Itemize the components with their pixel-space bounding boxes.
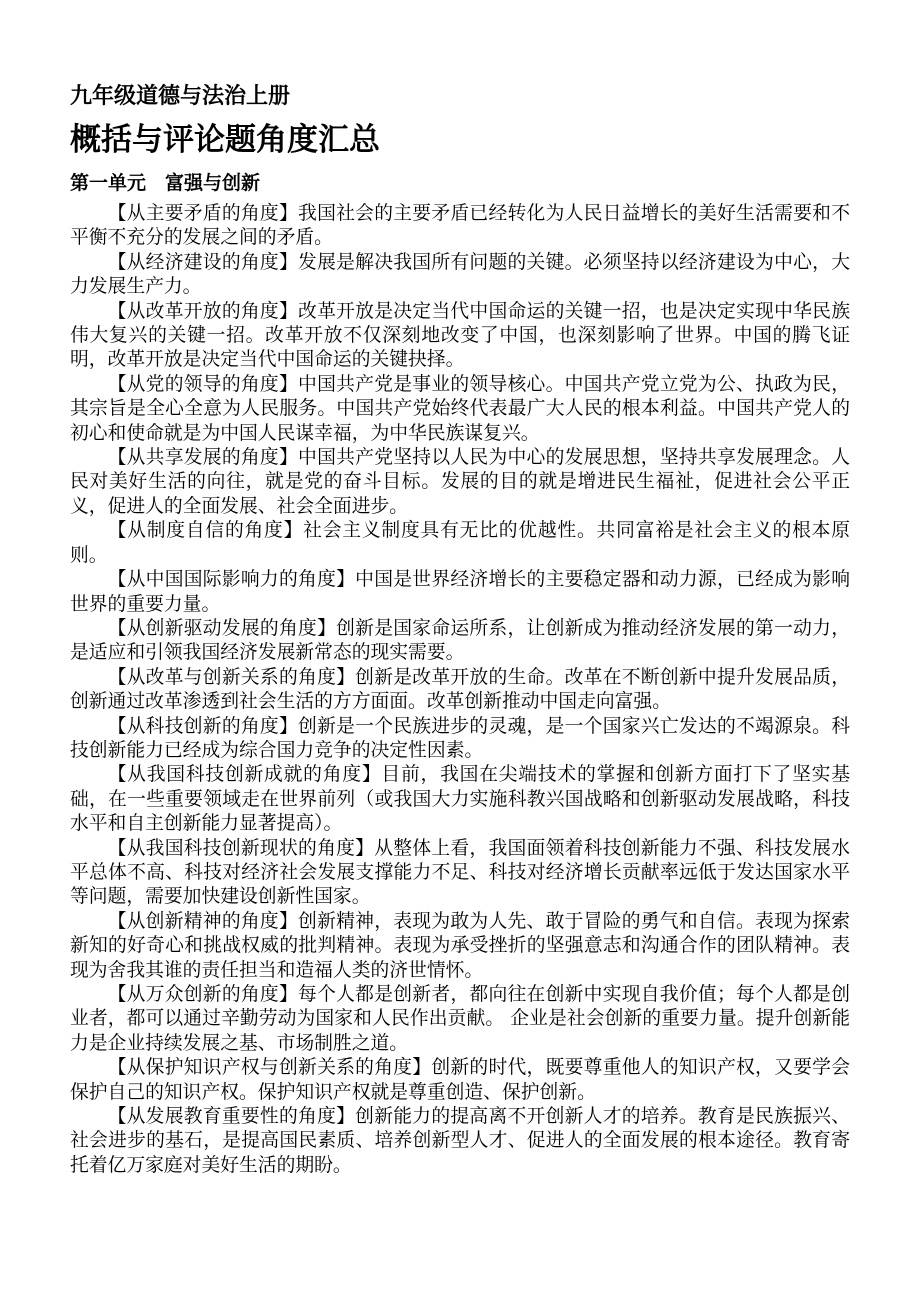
angle-paragraph [70, 666, 850, 715]
angle-label: 【从主要矛盾的角度】 [107, 203, 299, 224]
angle-label: 【从创新精神的角度】 [107, 910, 299, 932]
angle-paragraph [70, 202, 850, 251]
angle-label: 【从创新驱动发展的角度】 [107, 617, 337, 639]
angle-label: 【从万众创新的角度】 [107, 984, 299, 1005]
angle-text: 发展是解决我国所有问题的关键。必须坚持以经济建设为中心，大力发展生产力。 [70, 251, 851, 298]
paragraph-list [70, 202, 850, 1178]
angle-label: 【从经济建设的角度】 [107, 251, 299, 273]
document-page [70, 82, 850, 1178]
angle-label: 【从科技创新的角度】 [107, 715, 299, 737]
angle-label: 【从改革与创新关系的角度】 [107, 666, 356, 688]
angle-paragraph [70, 251, 850, 300]
angle-paragraph [70, 715, 850, 764]
angle-text: 创新精神，表现为敢为人先、敢于冒险的勇气和自信。表现为探索新知的好奇心和挑战权威的批判精神。表现为承受挫折的坚强意志和沟通合作的团队精神。表现为舍我其谁的责任担当和造福人类的济世情怀。 [70, 910, 851, 981]
angle-text: 创新是改革开放的生命。改革在不断创新中提升发展品质，创新通过改革渗透到社会生活的方方面面。改革创新推动中国走向富强。 [70, 666, 851, 713]
angle-label: 【从制度自信的角度】 [107, 520, 304, 542]
angle-text: 中国共产党是事业的领导核心。中国共产党立党为公、执政为民，其宗旨是全心全意为人民服务。中国共产党始终代表最广大人民的根本利益。中国共产党人的初心和使命就是为中国人民谋幸福，为中华民族谋复兴。 [70, 373, 851, 444]
angle-label: 【从共享发展的角度】 [107, 447, 299, 469]
angle-text: 中国是世界经济增长的主要稳定器和动力源，已经成为影响世界的重要力量。 [70, 569, 851, 615]
angle-label: 【从中国国际影响力的角度】 [107, 569, 356, 591]
angle-paragraph [70, 763, 850, 836]
angle-text: 创新能力的提高离不开创新人才的培养。教育是民族振兴、社会进步的基石，是提高国民素质、培养创新型人才、促进人的全面发展的根本途径。教育寄托着亿万家庭对美好生活的期盼。 [70, 1106, 851, 1176]
angle-text: 社会主义制度具有无比的优越性。共同富裕是社会主义的根本原则。 [70, 520, 851, 566]
angle-label: 【从我国科技创新现状的角度】 [107, 837, 375, 859]
angle-text: 创新是国家命运所系，让创新成为推动经济发展的第一动力，是适应和引领我国经济发展新常态的现实需要。 [70, 617, 851, 664]
angle-paragraph [70, 519, 850, 568]
main-title: 概括与评论题角度汇总 [70, 122, 380, 158]
angle-paragraph [70, 983, 850, 1056]
angle-paragraph [70, 300, 850, 373]
angle-text: 我国社会的主要矛盾已经转化为人民日益增长的美好生活需要和不平衡不充分的发展之间的矛盾。 [70, 203, 851, 249]
angle-text: 从整体上看，我国面领着科技创新能力不强、科技发展水平总体不高、科技对经济社会发展支撑能力不足、科技对经济增长贡献率远低于发达国家水平等问题，需要加快建设创新性国家。 [70, 837, 851, 908]
unit-heading: 第一单元 富强与创新 [70, 172, 261, 194]
angle-label: 【从我国科技创新成就的角度】 [107, 764, 382, 786]
angle-paragraph [70, 617, 850, 666]
angle-text: 创新是一个民族进步的灵魂，是一个国家兴亡发达的不竭源泉。科技创新能力已经成为综合国力竞争的决定性因素。 [70, 715, 851, 761]
angle-text: 每个人都是创新者，都向往在创新中实现自我价值；每个人都是创业者，都可以通过辛勤劳动为国家和人民作出贡献。 企业是社会创新的重要力量。提升创新能力是企业持续发展之基、市场制胜之道。 [70, 984, 851, 1054]
angle-label: 【从保护知识产权与创新关系的角度】 [107, 1057, 432, 1079]
angle-label: 【从改革开放的角度】 [107, 300, 299, 322]
angle-paragraph [70, 837, 850, 910]
angle-paragraph [70, 1056, 850, 1105]
angle-label: 【从发展教育重要性的角度】 [107, 1106, 356, 1128]
angle-label: 【从党的领导的角度】 [107, 373, 299, 395]
angle-paragraph [70, 910, 850, 983]
angle-text: 改革开放是决定当代中国命运的关键一招，也是决定实现中华民族伟大复兴的关键一招。改革开放不仅深刻地改变了中国，也深刻影响了世界。中国的腾飞证明，改革开放是决定当代中国命运的关键抉择。 [70, 300, 851, 371]
angle-paragraph [70, 446, 850, 519]
angle-text: 目前，我国在尖端技术的掌握和创新方面打下了坚实基础，在一些重要领域走在世界前列（或我国大力实施科教兴国战略和创新驱动发展战略，科技水平和自主创新能力显著提高）。 [70, 764, 851, 835]
angle-paragraph [70, 568, 850, 617]
angle-paragraph [70, 1105, 850, 1178]
angle-text: 创新的时代，既要尊重他人的知识产权，又要学会保护自己的知识产权。保护知识产权就是尊重创造、保护创新。 [70, 1057, 851, 1103]
grade-title: 九年级道德与法治上册 [70, 84, 291, 109]
angle-paragraph [70, 373, 850, 446]
angle-text: 中国共产党坚持以人民为中心的发展思想，坚持共享发展理念。人民对美好生活的向往，就是党的奋斗目标。发展的目的就是增进民生福祉，促进社会公平正义，促进人的全面发展、社会全面进步。 [70, 447, 851, 517]
